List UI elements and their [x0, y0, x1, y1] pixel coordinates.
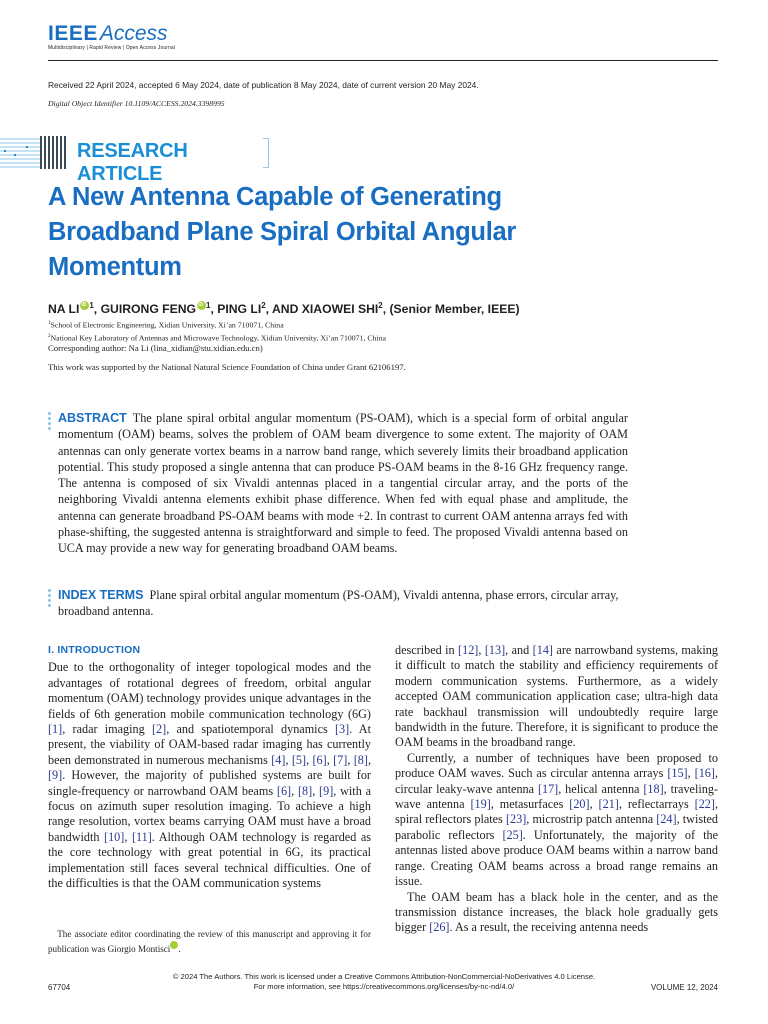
- abstract: [58, 410, 628, 557]
- body-text: ,: [124, 829, 132, 844]
- orcid-icon[interactable]: [170, 941, 178, 949]
- citation-link[interactable]: [9]: [48, 768, 63, 783]
- banner-lines-graphic: [0, 136, 40, 169]
- citation-link[interactable]: [13]: [484, 643, 506, 657]
- citation-link[interactable]: [10]: [104, 829, 125, 844]
- body-text: ,: [312, 783, 320, 798]
- body-text: . At present, the viability of OAM-based radar imaging has currently been demonstrated in numerous mechanisms: [48, 722, 371, 767]
- doi: Digital Object Identifier 10.1109/ACCESS.2024.3398995: [48, 99, 225, 108]
- body-text: ,: [285, 752, 292, 767]
- body-text: ,: [326, 752, 334, 767]
- author-suffix: , (Senior Member, IEEE): [382, 302, 520, 317]
- body-text: ,: [291, 783, 298, 798]
- author-list: NA LIiD $^1$, GUIRONG FENGiD $^1$, PING $LI^2$, AND XIAOWEI SHI$^2$, (Senior Member, IEEE): [48, 301, 520, 316]
- body-text: , traveling-wave antenna: [395, 781, 718, 812]
- body-text: ,: [347, 752, 354, 767]
- license-line: © 2024 The Authors. This work is licensed under a Creative Commons Attribution-NonCommercial-NoDerivatives 4.0 License.: [172, 972, 596, 981]
- citation-link[interactable]: [19]: [470, 797, 491, 812]
- affiliation-line: [48, 318, 386, 331]
- paper-title: A New Antenna Capable of Generating Broadband Plane Spiral Orbital Angular Momentum: [48, 183, 516, 281]
- citation-link[interactable]: [17]: [537, 781, 559, 796]
- citation-link[interactable]: [6]: [276, 783, 292, 798]
- author-affil-mark: 1: [89, 301, 94, 310]
- body-text: Due to the orthogonality of integer topological modes and the advantages of rotational degrees of freedom, orbital angular momentum (OAM) technology provides unique advantages in the fields of 6th generation mobile communication technology (6G): [48, 660, 371, 721]
- left-column: [48, 643, 371, 892]
- citation-link[interactable]: [26]: [429, 920, 450, 935]
- body-text: The OAM beam has a black hole in the center, and as the transmission distance increases, the black hole gradually gets bigger: [395, 889, 718, 935]
- body-text: , radar imaging: [62, 722, 152, 737]
- body-text: Currently, a number of techniques have been proposed to produce OAM waves. Such as circular antenna arrays: [395, 750, 718, 781]
- body-text: , helical antenna: [558, 781, 644, 796]
- abstract-label: ABSTRACT: [58, 411, 127, 425]
- body-text: ,: [589, 797, 599, 812]
- citation-link[interactable]: [14]: [532, 643, 553, 657]
- citation-link[interactable]: [11]: [131, 829, 152, 844]
- citation-link[interactable]: [21]: [598, 797, 619, 812]
- index-terms-label: INDEX TERMS: [58, 588, 144, 602]
- affil-number: 2: [48, 332, 51, 339]
- funding-note: This work was supported by the National Natural Science Foundation of China under Grant 62106197.: [48, 362, 406, 372]
- citation-link[interactable]: [7]: [333, 752, 348, 767]
- body-text: , microstrip patch antenna: [526, 812, 657, 827]
- body-text: are narrowband systems, making it difficult to match the stability and efficiency requirements of modern communication systems. Furthermore, as a widely accepted OAM communication application case; ultra-high data rate backhaul transmission will undoubtedly require large bandwidth in the future. Therefore, it is significant to produce the OAM beams in the broadband range.: [395, 643, 718, 750]
- journal-logo: [48, 22, 175, 51]
- body-text: ,: [306, 752, 313, 767]
- citation-link[interactable]: [20]: [569, 797, 590, 812]
- body-text: ,: [367, 752, 372, 767]
- abstract-marker: [48, 412, 51, 432]
- affil-text: School of Electronic Engineering, Xidian University, Xi’an 710071, China: [50, 320, 284, 330]
- body-text: , metasurfaces: [490, 797, 570, 812]
- citation-link[interactable]: [4]: [271, 752, 286, 767]
- body-text: , and: [505, 643, 533, 657]
- volume-info: VOLUME 12, 2024: [650, 983, 718, 992]
- corresponding-author: Corresponding author: Na Li (lina_xidian@stu.xidian.edu.cn): [48, 343, 263, 353]
- affiliation-line: [48, 331, 386, 344]
- journal-tagline: Multidisciplinary | Rapid Review | Open Access Journal: [48, 45, 175, 51]
- header-rule: [48, 60, 718, 61]
- author-name: AND XIAOWEI SHI: [271, 302, 379, 317]
- citation-link[interactable]: [23]: [505, 812, 527, 827]
- body-text: . Although OAM technology is regarded as the core technology with great potential in 6G, its practical implementation still faces several technical difficulties. One of the difficulties is that the OAM communication systems: [48, 829, 372, 891]
- body-text: , reflectarrays: [618, 797, 695, 812]
- journal-name-access: Access: [99, 22, 168, 45]
- body-text: . Unfortunately, the majority of the antennas listed above produce OAM beams within a narrow band range. Creating OAM beams across a broad range remains an issue.: [395, 827, 718, 889]
- license-link[interactable]: For more information, see https://creativecommons.org/licenses/by-nc-nd/4.0/: [253, 982, 515, 991]
- affiliations: [48, 318, 386, 343]
- citation-link[interactable]: [5]: [291, 752, 307, 767]
- article-type-label: RESEARCH ARTICLE: [77, 140, 188, 185]
- abstract-text: The plane spiral orbital angular momentum (PS-OAM), which is a special form of orbital angular momentum (OAM) beams, solves the problem of OAM beam divergence to some extent. The majority of OAM antennas can only generate vortex beams in a narrow band range, which severely limits their broadband application potential. This study proposed a single antenna that can produce PS-OAM beams in the 8-16 GHz frequency range. The antenna is composed of six Vivaldi antennas placed in a tangential circular array, and the ports of the neighboring Vivaldi antenna elements exhibit phase difference. When fed with equal phase and amplitude, the antenna can generate broadband PS-OAM beams with mode +2. In contrast to current OAM antenna arrays fed with phase-shifting, the suggested antenna is straightforward and simple to feed. The proposed Vivaldi antenna based on UCA may provide a new way for generating broadband OAM beams.: [58, 411, 628, 556]
- citation-link[interactable]: [3]: [334, 722, 350, 737]
- citation-link[interactable]: [24]: [656, 812, 677, 827]
- body-text: , circular leaky-wave antenna: [395, 766, 718, 796]
- editor-footnote: The associate editor coordinating the review of this manuscript and approving it for publication was Giorgio Montisci .: [48, 929, 371, 954]
- citation-link[interactable]: [12]: [458, 643, 479, 657]
- intro-paragraph-4: [395, 890, 718, 936]
- body-text: ,: [687, 766, 695, 781]
- page-number: 67704: [48, 983, 71, 992]
- index-terms: [58, 587, 628, 620]
- citation-link[interactable]: [1]: [48, 722, 63, 737]
- affil-text: National Key Laboratory of Antennas and Microwave Technology, Xidian University, Xi’an 710071, China: [50, 333, 386, 343]
- journal-name-ieee: IEEE: [48, 22, 98, 45]
- citation-link[interactable]: [2]: [151, 722, 167, 737]
- author-name: PING LI: [217, 302, 262, 317]
- intro-paragraph-3: [395, 751, 718, 890]
- author-name: GUIRONG FENG: [100, 302, 197, 317]
- author-name: NA LI: [48, 302, 80, 317]
- author-affil-mark: 2: [261, 301, 266, 310]
- citation-link[interactable]: [8]: [297, 783, 313, 798]
- banner-bracket: [263, 138, 269, 168]
- section-heading: I. INTRODUCTION: [48, 644, 141, 656]
- received-dates: Received 22 April 2024, accepted 6 May 2024, date of publication 8 May 2024, date of current version 20 May 2024.: [48, 80, 479, 90]
- banner-bars-graphic: [40, 136, 68, 169]
- citation-link[interactable]: [16]: [694, 766, 715, 781]
- citation-link[interactable]: [9]: [319, 783, 334, 798]
- body-text: . As a result, the receiving antenna needs: [449, 920, 649, 935]
- index-terms-text: Plane spiral orbital angular momentum (PS-OAM), Vivaldi antenna, phase errors, circular array, broadband antenna.: [58, 588, 619, 619]
- author-affil-mark: 1: [206, 301, 211, 310]
- citation-link[interactable]: [6]: [312, 752, 327, 767]
- body-text: described in: [395, 643, 459, 657]
- intro-paragraph-2: [395, 643, 718, 751]
- citation-link[interactable]: [22]: [694, 797, 715, 812]
- intro-paragraph-1: [48, 660, 371, 891]
- article-type-banner: [0, 136, 270, 185]
- body-text: , twisted parabolic reflectors: [395, 812, 718, 842]
- citation-link[interactable]: [25]: [502, 827, 523, 842]
- right-column: [395, 643, 718, 936]
- affil-number: 1: [48, 320, 51, 326]
- footnote-text: The associate editor coordinating the review of this manuscript and approving it for publication was Giorgio Montisci: [48, 929, 371, 954]
- citation-link[interactable]: [15]: [667, 766, 688, 781]
- body-text: ,: [478, 643, 485, 657]
- author-affil-mark: 2: [378, 301, 383, 310]
- orcid-icon[interactable]: [197, 301, 206, 310]
- index-terms-marker: [48, 589, 51, 609]
- body-text: , with a focus on azimuth super resolution imaging. To achieve a high range resolution, vortex beams carrying OAM must have a broad bandwidth: [48, 783, 372, 844]
- citation-link[interactable]: [18]: [643, 781, 664, 796]
- body-text: , and spatiotemporal dynamics: [166, 722, 335, 737]
- body-text: , spiral reflectors plates: [395, 797, 718, 827]
- citation-link[interactable]: [8]: [353, 752, 368, 767]
- body-text: . However, the majority of published systems are built for single-frequency or narrowband OAM beams: [48, 768, 371, 798]
